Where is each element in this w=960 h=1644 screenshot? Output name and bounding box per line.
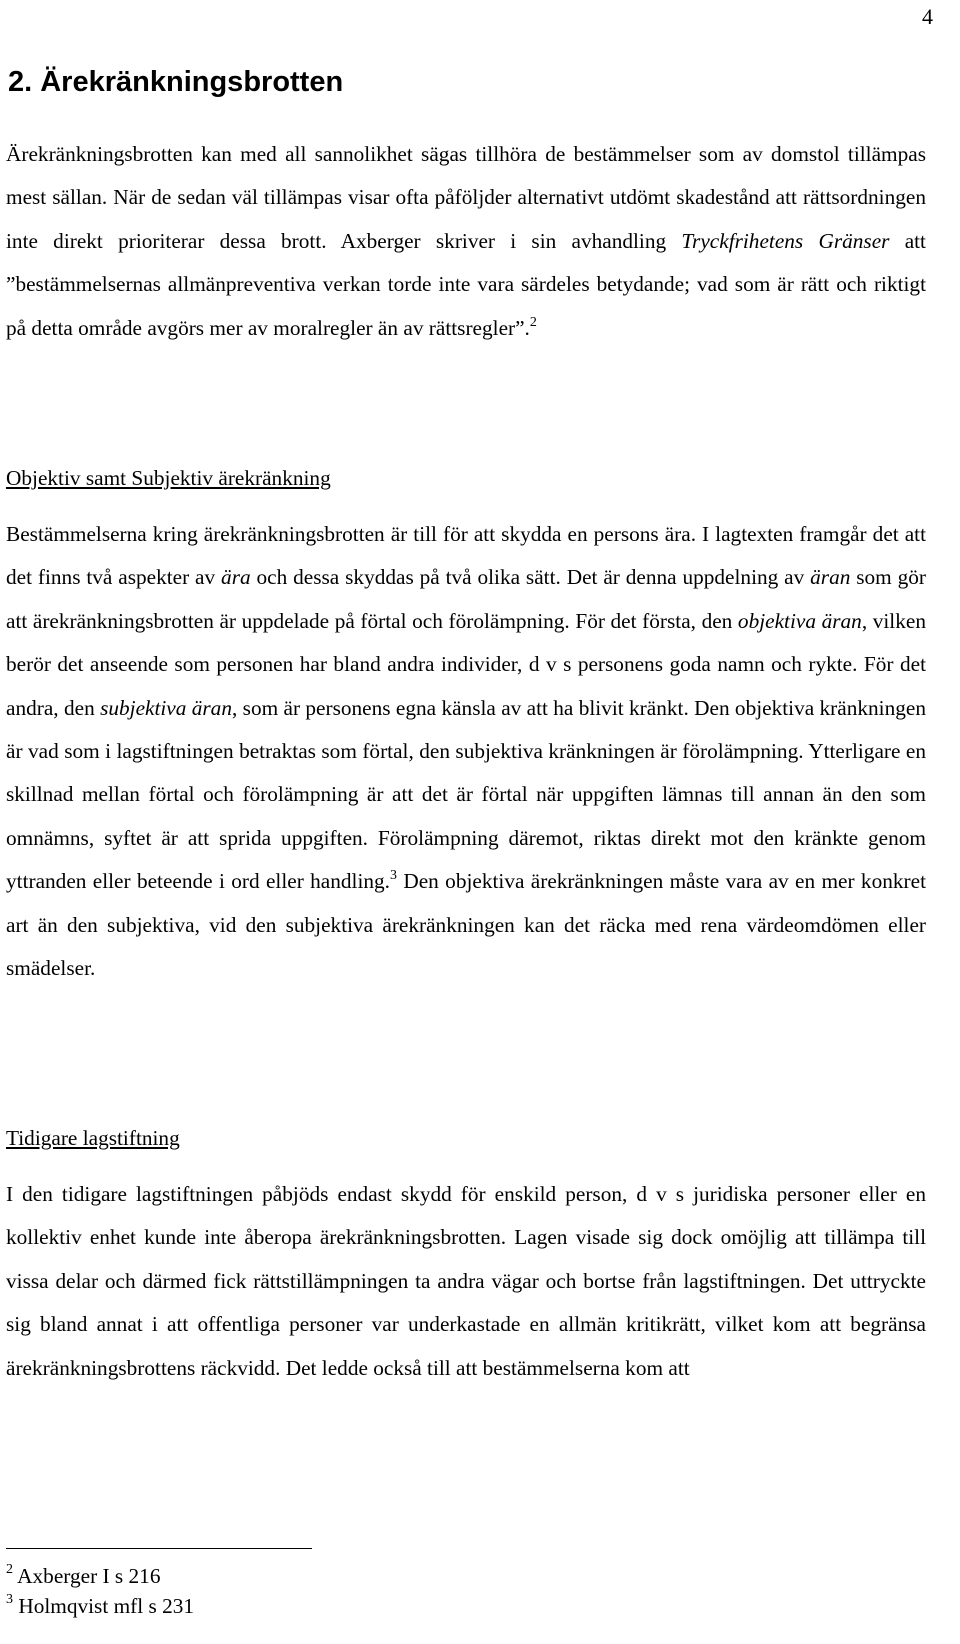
paragraph-text: och dessa skyddas på två olika sätt. Det är denna uppdelning av (250, 565, 811, 590)
section-heading-objective-subjective: Objektiv samt Subjektiv ärekränkning (6, 466, 331, 490)
footnote-text: Holmqvist mfl s 231 (18, 1594, 195, 1618)
footnote-text: Axberger I s 216 (17, 1564, 161, 1588)
footnote (6, 1591, 194, 1621)
paragraph-text: att ”bestämmelsernas allmänpreventiva verkan torde inte vara särdeles betydande; vad som är rätt och riktigt på detta område avgörs mer av moralregler än av rättsregler”. (6, 228, 926, 340)
chapter-heading: 2. Ärekränkningsbrotten (8, 66, 344, 98)
paragraph-honor (6, 513, 926, 990)
book-title: Tryckfrihetens Gränser (681, 228, 890, 253)
footnote-ref: 3 (390, 868, 397, 884)
paragraph-intro (6, 133, 926, 350)
italic-term: ära (221, 565, 251, 590)
paragraph-earlier-legislation: I den tidigare lagstiftningen påbjöds endast skydd för enskild person, d v s juridiska personer eller en kollektiv enhet kunde inte åberopa ärekränkningsbrotten. Lagen visade sig dock omöjlig att tillämpa till vissa delar och därmed fick rättstillämpningen ta andra vägar och bortse från lagstiftningen. Det uttryckte sig bland annat i att offentliga personer var underkastade en allmän kritikrätt, vilket kom att begränsa ärekränkningsbrottens räckvidd. Det ledde också till att bestämmelserna kom att (6, 1182, 926, 1380)
paragraph-text: , som är personens egna känsla av att ha blivit kränkt. Den objektiva kränkningen är vad som i lagstiftningen betraktas som förtal, den subjektiva kränkningen är förolämpning. Ytterligare en skillnad mellan förtal och förolämpning är att det är förtal när uppgiften lämnas till annan än den som omnämns, syftet är att sprida uppgiften. Förolämpning däremot, riktas direkt mot den kränkte genom yttranden eller beteende i ord eller handling. (6, 695, 926, 894)
paragraph-text: Ärekränkningsbrotten kan med all sannolikhet sägas tillhöra de bestämmelser som av domstol tillämpas mest sällan. När de sedan väl tillämpas visar ofta påföljder alternativt utdömt skadestånd att rättsordningen inte direkt prioriterar dessa brott. Axberger skriver i sin avhandling (6, 142, 926, 253)
italic-term: äran (810, 565, 851, 590)
paragraph-text: Den objektiva ärekränkningen måste vara av en mer konkret art än den subjektiva, vid den subjektiva ärekränkningen kan det räcka med rena värdeomdömen eller smädelser. (6, 869, 926, 981)
paragraph-text: Bestämmelserna kring ärekränkningsbrotten är till för att skydda en persons ära. I lagtexten framgår det att det finns två aspekter av (6, 522, 926, 590)
footnote-divider (6, 1548, 312, 1549)
italic-term: subjektiva äran (100, 695, 232, 720)
paragraph-text: som gör att ärekränkningsbrotten är uppdelade på förtal och förolämpning. För det första, den (6, 565, 927, 633)
page-number: 4 (922, 4, 933, 29)
footnote-ref: 2 (529, 314, 537, 330)
footnotes (6, 1561, 194, 1621)
footnote-number: 2 (6, 1562, 13, 1577)
footnote (6, 1561, 194, 1591)
paragraph-text: , vilken berör det anseende som personen har bland andra individer, d v s personens goda namn och rykte. För det andra, den (6, 608, 926, 720)
italic-term: objektiva äran (737, 608, 862, 633)
section-heading-earlier-legislation: Tidigare lagstiftning (6, 1126, 180, 1150)
footnote-number: 3 (6, 1592, 13, 1607)
